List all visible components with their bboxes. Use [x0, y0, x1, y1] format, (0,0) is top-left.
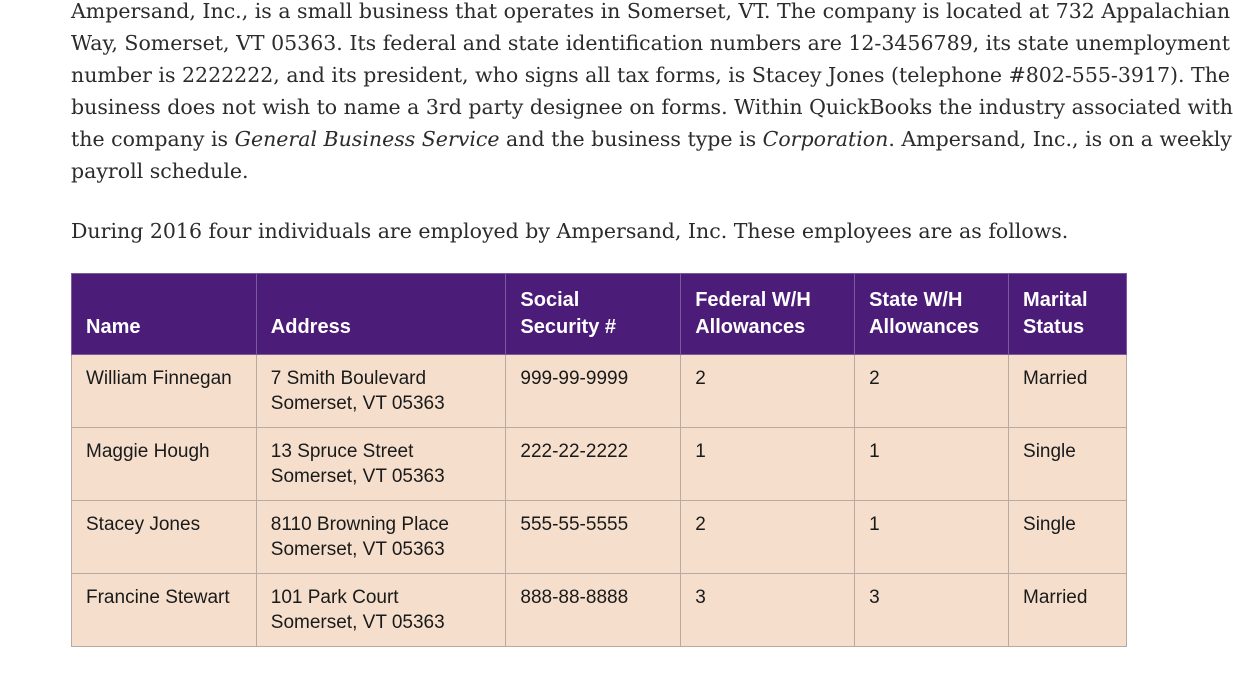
cell-ssn: 888-88-8888: [506, 574, 681, 647]
cell-federal-allowances: 1: [681, 428, 855, 501]
header-federal-allowances: Federal W/H Allowances: [681, 274, 855, 355]
cell-marital-status: Married: [1009, 574, 1127, 647]
cell-marital-status: Single: [1009, 501, 1127, 574]
cell-ssn: 999-99-9999: [506, 355, 681, 428]
cell-marital-status: Married: [1009, 355, 1127, 428]
header-marital-status: Marital Status: [1009, 274, 1127, 355]
intro-line-6: payroll schedule.: [71, 159, 249, 183]
intro-line-5-text-1: the company is: [71, 127, 235, 151]
table-row: [72, 501, 1127, 574]
header-ssn: Social Security #: [506, 274, 681, 355]
industry-name: General Business Service: [234, 127, 500, 151]
intro-line-5-text-2: and the business type is: [499, 127, 763, 151]
business-type: Corporation: [762, 127, 889, 151]
cell-state-allowances: 1: [855, 501, 1009, 574]
intro-line-2: Way, Somerset, VT 05363. Its federal and state identification numbers are 12-3456789, its state unemployment: [71, 31, 1230, 55]
intro-line-3: number is 2222222, and its president, who signs all tax forms, is Stacey Jones (telephone #802-555-3917). The: [71, 63, 1231, 87]
intro-line-5-text-3: . Ampersand, Inc., is on a weekly: [888, 127, 1232, 151]
cell-name: William Finnegan: [72, 355, 257, 428]
table-row: [72, 355, 1127, 428]
cell-state-allowances: 3: [855, 574, 1009, 647]
cell-federal-allowances: 2: [681, 355, 855, 428]
lead-paragraph: During 2016 four individuals are employed by Ampersand, Inc. These employees are as follows.: [71, 219, 1069, 243]
intro-line-4: business does not wish to name a 3rd party designee on forms. Within QuickBooks the industry associated with: [71, 95, 1233, 119]
cell-address: 101 Park Court Somerset, VT 05363: [256, 574, 506, 647]
table-row: [72, 428, 1127, 501]
cell-federal-allowances: 3: [681, 574, 855, 647]
intro-line-5: [71, 123, 1232, 155]
cell-marital-status: Single: [1009, 428, 1127, 501]
cell-ssn: 222-22-2222: [506, 428, 681, 501]
cell-address: 8110 Browning Place Somerset, VT 05363: [256, 501, 506, 574]
table-row: [72, 574, 1127, 647]
employee-table: [71, 273, 1127, 647]
intro-line-1: Ampersand, Inc., is a small business that operates in Somerset, VT. The company is located at 732 Appalachian: [71, 0, 1231, 23]
intro-paragraph: [71, 0, 1233, 187]
cell-name: Maggie Hough: [72, 428, 257, 501]
header-address: Address: [256, 274, 506, 355]
header-name: Name: [72, 274, 257, 355]
cell-name: Stacey Jones: [72, 501, 257, 574]
header-state-allowances: State W/H Allowances: [855, 274, 1009, 355]
cell-ssn: 555-55-5555: [506, 501, 681, 574]
cell-federal-allowances: 2: [681, 501, 855, 574]
cell-state-allowances: 2: [855, 355, 1009, 428]
cell-address: 7 Smith Boulevard Somerset, VT 05363: [256, 355, 506, 428]
cell-name: Francine Stewart: [72, 574, 257, 647]
cell-state-allowances: 1: [855, 428, 1009, 501]
cell-address: 13 Spruce Street Somerset, VT 05363: [256, 428, 506, 501]
table-header-row: [72, 274, 1127, 355]
